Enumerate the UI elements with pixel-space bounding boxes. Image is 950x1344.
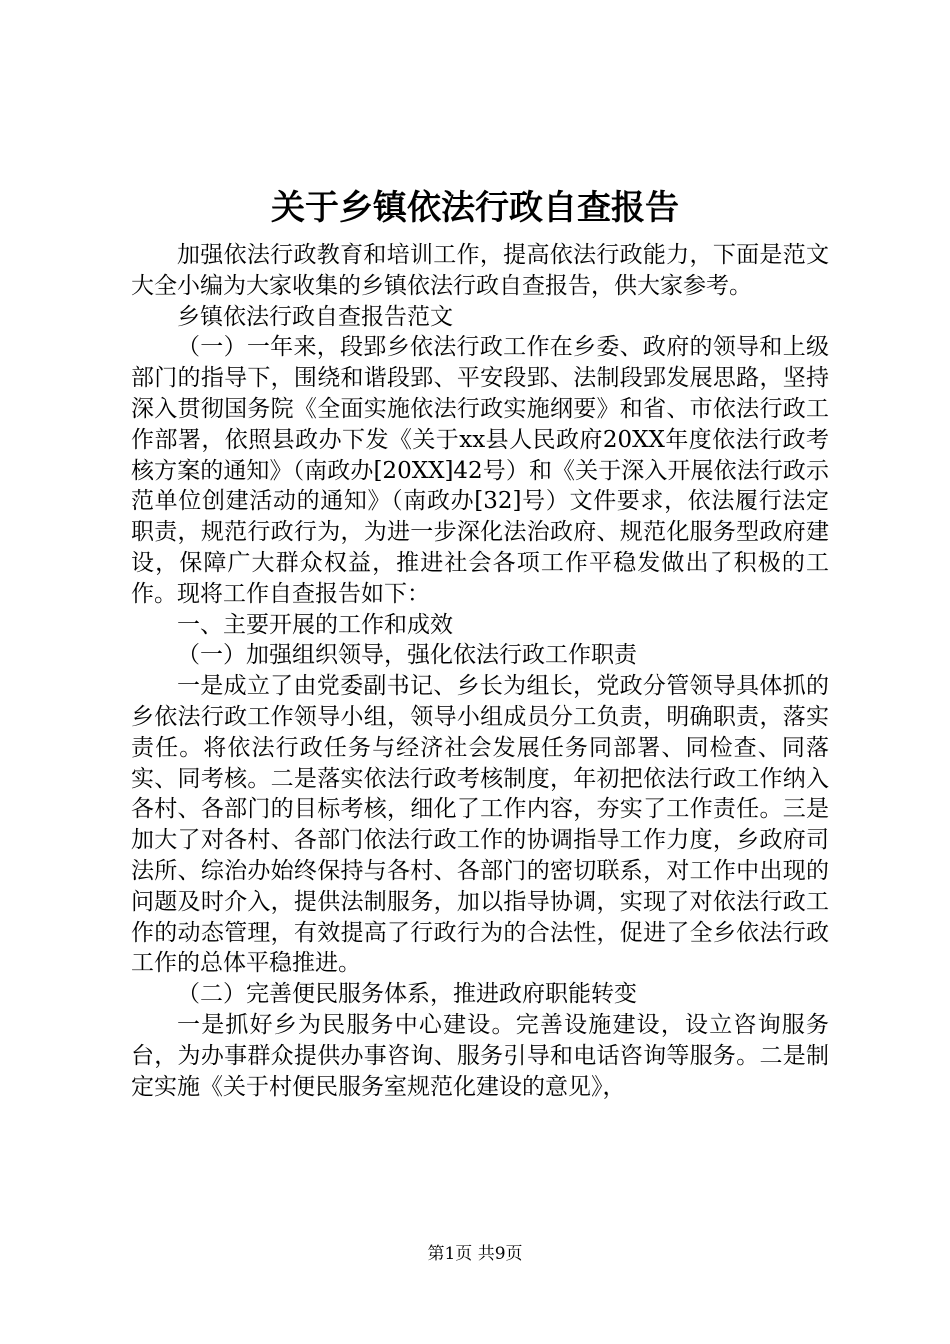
page-number-footer: 第1页 共9页	[427, 1244, 523, 1264]
subsection-heading: （二）完善便民服务体系，推进政府职能转变	[177, 981, 637, 1008]
section-heading-sample: 乡镇依法行政自查报告范文	[177, 303, 453, 330]
document-body	[131, 240, 829, 1102]
body-paragraph: 一是抓好乡为民服务中心建设。完善设施建设，设立咨询服务台，为办事群众提供办事咨询、服务引导和电话咨询等服务。二是制定实施《关于村便民服务室规范化建设的意见》，	[131, 1011, 829, 1100]
body-paragraph: （一）一年来，段郢乡依法行政工作在乡委、政府的领导和上级部门的指导下，围绕和谐段郢、平安段郢、法制段郢发展思路，坚持深入贯彻国务院《全面实施依法行政实施纲要》和省、市依法行政工作部署，依照县政办下发《关于xx县人民政府20XX年度依法行政考核方案的通知》（南政办[20XX]42号）和《关于深入开展依法行政示范单位创建活动的通知》（南政办[32]号）文件要求，依法履行法定职责，规范行政行为，为进一步深化法治政府、规范化服务型政府建设，保障广大群众权益，推进社会各项工作平稳发做出了积极的工作。现将工作自查报告如下：	[131, 334, 829, 607]
intro-paragraph: 加强依法行政教育和培训工作，提高依法行政能力，下面是范文大全小编为大家收集的乡镇依法行政自查报告，供大家参考。	[131, 242, 829, 299]
body-paragraph: 一是成立了由党委副书记、乡长为组长，党政分管领导具体抓的乡依法行政工作领导小组，领导小组成员分工负责，明确职责，落实责任。将依法行政任务与经济社会发展任务同部署、同检查、同落实、同考核。二是落实依法行政考核制度，年初把依法行政工作纳入各村、各部门的目标考核，细化了工作内容，夯实了工作责任。三是加大了对各村、各部门依法行政工作的协调指导工作力度，乡政府司法所、综治办始终保持与各村、各部门的密切联系，对工作中出现的问题及时介入，提供法制服务，加以指导协调，实现了对依法行政工作的动态管理，有效提高了行政行为的合法性，促进了全乡依法行政工作的总体平稳推进。	[131, 673, 829, 977]
subsection-heading: （一）加强组织领导，强化依法行政工作职责	[177, 642, 637, 669]
section-heading: 一、主要开展的工作和成效	[177, 611, 453, 638]
document-title: 关于乡镇依法行政自查报告	[271, 188, 679, 228]
